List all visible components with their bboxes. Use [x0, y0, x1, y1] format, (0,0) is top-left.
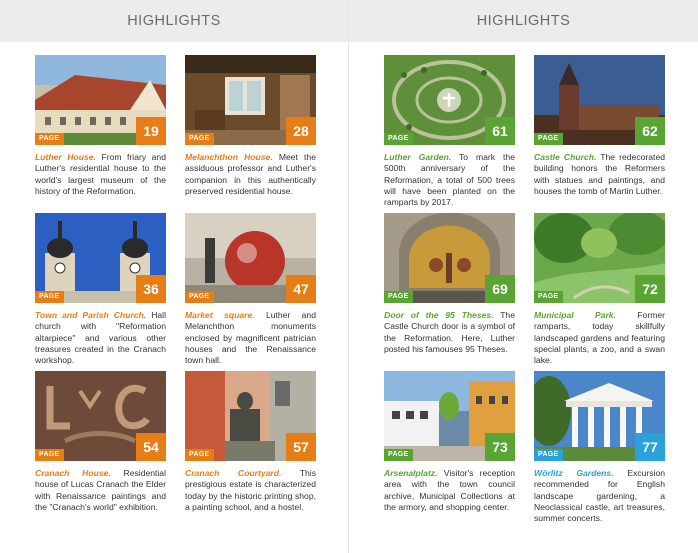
page-label: PAGE	[185, 449, 214, 461]
page-label: PAGE	[384, 291, 413, 303]
card-title: Town and Parish Church.	[35, 310, 147, 320]
highlight-card[interactable]	[35, 55, 166, 197]
page-number-badge: 47	[286, 275, 316, 303]
parish-church-photo	[35, 213, 166, 303]
page-number-badge: 77	[635, 433, 665, 461]
card-description	[534, 468, 665, 524]
cranach-courtyard-photo	[185, 371, 316, 461]
cranach-house-photo	[35, 371, 166, 461]
card-title: Melanchthon House.	[185, 152, 273, 162]
arsenalplatz-photo	[384, 371, 515, 461]
page-header: HIGHLIGHTS	[0, 0, 348, 42]
card-text: From friary and Luther's residential house to the world's largest museum of the history of the Reformation.	[35, 152, 166, 196]
card-text: To mark the 500th anniversary of the Reformation, a total of 500 trees will have been planted on the ramparts by 2017.	[384, 152, 515, 208]
luther-house-photo	[35, 55, 166, 145]
card-title: Arsenalplatz.	[384, 468, 438, 478]
highlight-card[interactable]	[185, 213, 316, 366]
card-description	[384, 310, 515, 355]
card-description	[384, 468, 515, 513]
card-description	[35, 310, 166, 366]
luther-garden-photo	[384, 55, 515, 145]
page-number-badge: 19	[136, 117, 166, 145]
page-label: PAGE	[534, 291, 563, 303]
card-text: The Castle Church door is a symbol of the Reformation. Here, Luther posted his famouses 95 Theses.	[384, 310, 515, 354]
right-page	[349, 0, 698, 553]
page-number-badge: 28	[286, 117, 316, 145]
page-number-badge: 72	[635, 275, 665, 303]
highlight-card[interactable]	[384, 213, 515, 355]
page-label: PAGE	[35, 291, 64, 303]
card-text: Excursion recommended for English landscape gardening, a Neoclassical castle, art treasures, summer concerts.	[534, 468, 665, 524]
page-label: PAGE	[534, 133, 563, 145]
card-text: This prestigious estate is characterized today by the historic printing shop, a painting school, and a hostel.	[185, 468, 316, 512]
card-text: Hall church with "Reformation altarpiece" and various other treasures created in the Cranach workshop.	[35, 310, 166, 366]
municipal-park-photo	[534, 213, 665, 303]
card-title: Luther House.	[35, 152, 96, 162]
page-label: PAGE	[35, 133, 64, 145]
card-text: Luther and Melanchthon monuments enclosed by magnificent patrician houses and the Renaissance town hall.	[185, 310, 316, 366]
page-label: PAGE	[384, 133, 413, 145]
highlight-card[interactable]	[534, 213, 665, 366]
page-number-badge: 73	[485, 433, 515, 461]
card-text: Residential house of Lucas Cranach the Elder with Renaissance paintings and the "Cranach's world" exhibition.	[35, 468, 166, 512]
page-label: PAGE	[534, 449, 563, 461]
card-description	[534, 310, 665, 366]
card-text: Meet the assiduous professor and Luther's companion in this authentically preserved residential house.	[185, 152, 316, 196]
card-description	[185, 152, 316, 197]
card-description	[534, 152, 665, 197]
page-number-badge: 62	[635, 117, 665, 145]
market-square-photo	[185, 213, 316, 303]
card-text: Visitor's reception area with the town council archive, Municipal Collections at the armory, and shopping center.	[384, 468, 516, 512]
card-title: Municipal Park.	[534, 310, 616, 320]
page-number-badge: 69	[485, 275, 515, 303]
page-number-badge: 36	[136, 275, 166, 303]
card-description	[185, 310, 316, 366]
card-text: The redecorated building honors the Reformers with statues and paintings, and houses the tomb of Martin Luther.	[534, 152, 666, 196]
highlight-card[interactable]	[35, 213, 166, 366]
highlight-card[interactable]	[384, 55, 515, 208]
page-label: PAGE	[384, 449, 413, 461]
card-title: Door of the 95 Theses.	[384, 310, 494, 320]
page-number-badge: 54	[136, 433, 166, 461]
highlight-card[interactable]	[35, 371, 166, 513]
castle-church-photo	[534, 55, 665, 145]
card-title: Cranach Courtyard.	[185, 468, 282, 478]
page-number-badge: 61	[485, 117, 515, 145]
card-description	[185, 468, 316, 513]
highlight-card[interactable]	[384, 371, 515, 513]
page-label: PAGE	[35, 449, 64, 461]
highlight-card[interactable]	[185, 55, 316, 197]
melanchthon-house-photo	[185, 55, 316, 145]
card-title: Cranach House.	[35, 468, 111, 478]
card-title: Market square.	[185, 310, 255, 320]
page-number-badge: 57	[286, 433, 316, 461]
woerlitz-gardens-photo	[534, 371, 665, 461]
highlight-card[interactable]	[534, 55, 665, 197]
page-header: HIGHLIGHTS	[349, 0, 698, 42]
card-title: Wörlitz Gardens.	[534, 468, 614, 478]
theses-door-photo	[384, 213, 515, 303]
card-text: Former ramparts, today skillfully landscaped gardens and featuring special plants, a zoo, and a swan lake.	[534, 310, 665, 366]
highlight-card[interactable]	[185, 371, 316, 513]
card-description	[35, 152, 166, 197]
highlight-card[interactable]	[534, 371, 665, 524]
card-description	[35, 468, 166, 513]
card-title: Luther Garden.	[384, 152, 452, 162]
page-label: PAGE	[185, 133, 214, 145]
card-description	[384, 152, 515, 208]
page-label: PAGE	[185, 291, 214, 303]
card-title: Castle Church.	[534, 152, 597, 162]
